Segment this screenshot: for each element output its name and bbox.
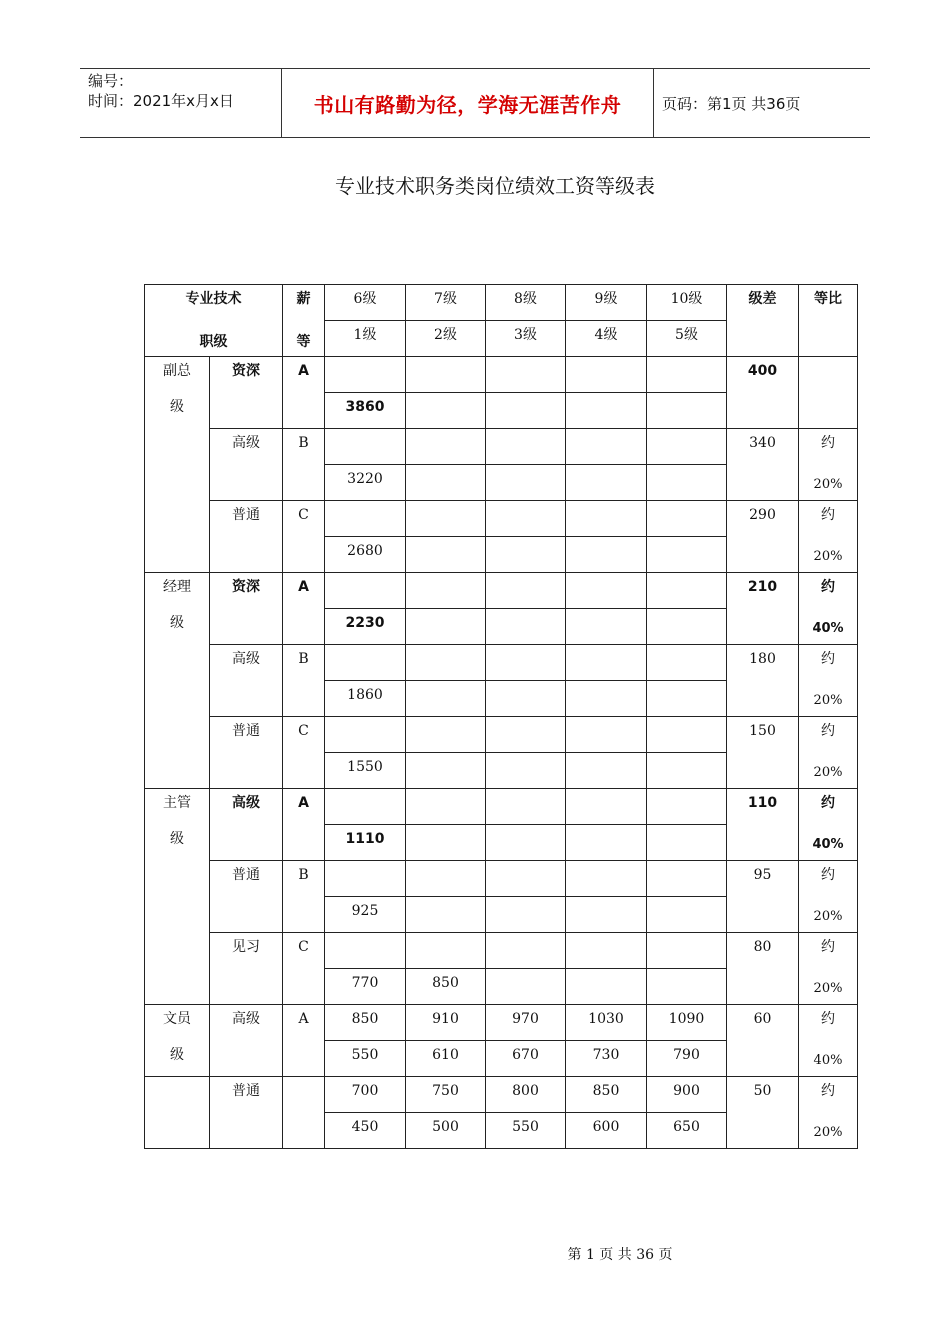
page-header <box>80 68 870 138</box>
value-cell <box>647 393 727 429</box>
grade-cell: B <box>283 645 325 717</box>
value-cell: 670 <box>486 1041 566 1077</box>
value-cell: 1090 <box>647 1005 727 1041</box>
value-cell <box>325 861 406 897</box>
value-cell: 910 <box>406 1005 486 1041</box>
diff-cell: 60 <box>727 1005 799 1077</box>
group-label: 经理 <box>163 579 191 595</box>
header-salary-label: 薪 <box>296 291 311 307</box>
value-cell <box>566 393 647 429</box>
group-cell <box>145 573 210 789</box>
value-cell <box>486 573 566 609</box>
ratio-prefix: 约 <box>821 867 835 883</box>
value-cell <box>406 897 486 933</box>
value-cell: 700 <box>325 1077 406 1113</box>
value-cell <box>406 681 486 717</box>
grade-cell: C <box>283 933 325 1005</box>
table-row <box>145 1005 858 1041</box>
value-cell: 750 <box>406 1077 486 1113</box>
table-row <box>145 789 858 825</box>
header-page-info: 页码：第1页 共36页 <box>662 94 801 113</box>
header-level-cell: 3级 <box>486 321 566 357</box>
value-cell <box>406 609 486 645</box>
ratio-prefix: 约 <box>821 1083 835 1099</box>
value-cell <box>486 897 566 933</box>
group-label: 文员 <box>163 1011 191 1027</box>
grade-cell: A <box>283 789 325 861</box>
value-cell <box>566 501 647 537</box>
salary-grade-table <box>144 284 858 1149</box>
group-label: 主管 <box>163 795 191 811</box>
value-cell <box>486 825 566 861</box>
rank-cell: 高级 <box>210 429 283 501</box>
value-cell: 770 <box>325 969 406 1005</box>
value-cell <box>647 609 727 645</box>
value-cell <box>647 681 727 717</box>
ratio-value: 20% <box>813 1125 843 1140</box>
ratio-prefix: 约 <box>821 1011 835 1027</box>
ratio-value: 20% <box>813 765 843 780</box>
header-rank-label: 专业技术 <box>185 291 242 307</box>
value-cell <box>406 753 486 789</box>
ratio-prefix: 约 <box>821 435 835 451</box>
value-cell <box>325 357 406 393</box>
rank-cell: 资深 <box>210 357 283 429</box>
value-cell: 900 <box>647 1077 727 1113</box>
value-cell: 790 <box>647 1041 727 1077</box>
group-cell <box>145 1005 210 1077</box>
value-cell <box>566 825 647 861</box>
value-cell: 850 <box>406 969 486 1005</box>
group-cell <box>145 357 210 573</box>
value-cell: 450 <box>325 1113 406 1149</box>
value-cell <box>647 825 727 861</box>
value-cell <box>647 717 727 753</box>
value-cell: 500 <box>406 1113 486 1149</box>
ratio-value: 20% <box>813 981 843 996</box>
header-divider <box>653 69 654 137</box>
value-cell <box>566 969 647 1005</box>
value-cell <box>647 861 727 897</box>
value-cell <box>486 789 566 825</box>
ratio-cell <box>799 645 858 717</box>
value-cell <box>486 537 566 573</box>
value-cell: 550 <box>486 1113 566 1149</box>
rank-cell: 普通 <box>210 1077 283 1149</box>
value-cell <box>406 573 486 609</box>
value-cell <box>325 717 406 753</box>
rank-cell: 资深 <box>210 573 283 645</box>
number-label: 编号： <box>88 72 134 90</box>
ratio-cell <box>799 933 858 1005</box>
diff-cell: 210 <box>727 573 799 645</box>
value-cell <box>566 681 647 717</box>
value-cell <box>486 861 566 897</box>
value-cell <box>647 429 727 465</box>
diff-cell: 110 <box>727 789 799 861</box>
header-level-cell: 5级 <box>647 321 727 357</box>
rank-cell: 普通 <box>210 717 283 789</box>
header-level-cell: 7级 <box>406 285 486 321</box>
header-level-cell: 1级 <box>325 321 406 357</box>
value-cell: 1550 <box>325 753 406 789</box>
ratio-value: 20% <box>813 693 843 708</box>
value-cell: 600 <box>566 1113 647 1149</box>
grade-cell <box>283 1077 325 1149</box>
value-cell <box>406 825 486 861</box>
value-cell <box>486 609 566 645</box>
value-cell <box>325 645 406 681</box>
value-cell <box>325 789 406 825</box>
value-cell <box>486 393 566 429</box>
diff-cell: 290 <box>727 501 799 573</box>
table-row <box>145 645 858 681</box>
value-cell <box>566 933 647 969</box>
value-cell: 610 <box>406 1041 486 1077</box>
value-cell <box>406 537 486 573</box>
value-cell: 2230 <box>325 609 406 645</box>
diff-cell: 400 <box>727 357 799 429</box>
value-cell <box>486 753 566 789</box>
header-diff-cell: 级差 <box>727 285 799 357</box>
header-level-cell: 10级 <box>647 285 727 321</box>
value-cell: 850 <box>566 1077 647 1113</box>
group-label: 级 <box>170 399 184 415</box>
value-cell <box>406 717 486 753</box>
grade-cell: C <box>283 501 325 573</box>
rank-cell: 普通 <box>210 501 283 573</box>
table-row <box>145 501 858 537</box>
value-cell <box>486 645 566 681</box>
value-cell <box>647 465 727 501</box>
diff-cell: 80 <box>727 933 799 1005</box>
group-label: 级 <box>170 1047 184 1063</box>
ratio-cell <box>799 717 858 789</box>
value-cell <box>406 789 486 825</box>
value-cell <box>647 753 727 789</box>
header-meta <box>80 69 280 137</box>
value-cell <box>486 357 566 393</box>
value-cell: 550 <box>325 1041 406 1077</box>
value-cell <box>406 501 486 537</box>
value-cell: 650 <box>647 1113 727 1149</box>
table-row <box>145 933 858 969</box>
rank-cell: 高级 <box>210 645 283 717</box>
header-level-cell: 6级 <box>325 285 406 321</box>
value-cell <box>566 573 647 609</box>
group-cell <box>145 1077 210 1149</box>
group-label: 副总 <box>163 363 191 379</box>
value-cell <box>406 465 486 501</box>
grade-cell: C <box>283 717 325 789</box>
diff-cell: 150 <box>727 717 799 789</box>
table-body <box>145 285 858 1149</box>
value-cell <box>566 789 647 825</box>
table-row <box>145 429 858 465</box>
value-cell <box>566 609 647 645</box>
value-cell <box>486 465 566 501</box>
value-cell <box>486 681 566 717</box>
ratio-prefix: 约 <box>821 579 835 595</box>
table-row <box>145 1077 858 1113</box>
header-rank-label: 职级 <box>199 334 228 350</box>
document-title: 专业技术职务类岗位绩效工资等级表 <box>335 174 655 198</box>
value-cell <box>647 933 727 969</box>
rank-cell: 普通 <box>210 861 283 933</box>
value-cell <box>566 753 647 789</box>
ratio-value: 20% <box>813 909 843 924</box>
value-cell <box>647 501 727 537</box>
header-rank-cell <box>145 285 283 357</box>
ratio-value: 20% <box>813 477 843 492</box>
ratio-cell <box>799 357 858 429</box>
ratio-prefix: 约 <box>821 651 835 667</box>
grade-cell: B <box>283 429 325 501</box>
table-row <box>145 717 858 753</box>
ratio-cell <box>799 1077 858 1149</box>
header-salary-label: 等 <box>296 334 311 350</box>
group-label: 级 <box>170 615 184 631</box>
ratio-cell <box>799 501 858 573</box>
ratio-value: 40% <box>813 1053 843 1068</box>
value-cell: 925 <box>325 897 406 933</box>
value-cell <box>406 357 486 393</box>
header-level-cell: 9级 <box>566 285 647 321</box>
rank-cell: 高级 <box>210 789 283 861</box>
value-cell <box>647 537 727 573</box>
header-level-cell: 8级 <box>486 285 566 321</box>
ratio-prefix: 约 <box>821 939 835 955</box>
ratio-prefix: 约 <box>821 723 835 739</box>
value-cell <box>566 861 647 897</box>
ratio-prefix: 约 <box>821 795 835 811</box>
grade-cell: B <box>283 861 325 933</box>
ratio-cell <box>799 789 858 861</box>
table-row <box>145 861 858 897</box>
diff-cell: 50 <box>727 1077 799 1149</box>
value-cell <box>406 933 486 969</box>
ratio-cell <box>799 861 858 933</box>
value-cell <box>647 897 727 933</box>
ratio-cell <box>799 573 858 645</box>
value-cell <box>566 717 647 753</box>
value-cell <box>325 573 406 609</box>
grade-cell: A <box>283 573 325 645</box>
group-cell <box>145 789 210 1005</box>
value-cell <box>566 357 647 393</box>
diff-cell: 95 <box>727 861 799 933</box>
ratio-cell <box>799 429 858 501</box>
value-cell: 970 <box>486 1005 566 1041</box>
group-label: 级 <box>170 831 184 847</box>
table-header-row <box>145 285 858 321</box>
value-cell: 850 <box>325 1005 406 1041</box>
value-cell <box>486 717 566 753</box>
table-row <box>145 573 858 609</box>
value-cell: 800 <box>486 1077 566 1113</box>
value-cell: 1030 <box>566 1005 647 1041</box>
value-cell <box>325 933 406 969</box>
value-cell <box>566 465 647 501</box>
page-footer: 第 1 页 共 36 页 <box>567 1247 673 1263</box>
value-cell: 2680 <box>325 537 406 573</box>
rank-cell: 高级 <box>210 1005 283 1077</box>
value-cell <box>406 645 486 681</box>
rank-cell: 见习 <box>210 933 283 1005</box>
value-cell <box>406 429 486 465</box>
value-cell <box>486 501 566 537</box>
grade-cell: A <box>283 357 325 429</box>
value-cell <box>566 645 647 681</box>
diff-cell: 180 <box>727 645 799 717</box>
value-cell: 730 <box>566 1041 647 1077</box>
table-row <box>145 357 858 393</box>
value-cell <box>325 429 406 465</box>
diff-cell: 340 <box>727 429 799 501</box>
value-cell <box>406 393 486 429</box>
value-cell: 3220 <box>325 465 406 501</box>
value-cell <box>486 933 566 969</box>
value-cell: 3860 <box>325 393 406 429</box>
time-label: 时间：2021年x月x日 <box>88 92 234 110</box>
ratio-value: 40% <box>812 621 844 636</box>
value-cell <box>647 789 727 825</box>
grade-cell: A <box>283 1005 325 1077</box>
ratio-prefix: 约 <box>821 507 835 523</box>
value-cell <box>647 969 727 1005</box>
header-level-cell: 4级 <box>566 321 647 357</box>
value-cell <box>486 429 566 465</box>
value-cell: 1860 <box>325 681 406 717</box>
ratio-cell <box>799 1005 858 1077</box>
value-cell <box>647 645 727 681</box>
header-slogan: 书山有路勤为径，学海无涯苦作舟 <box>313 92 622 117</box>
value-cell <box>566 897 647 933</box>
value-cell <box>647 573 727 609</box>
value-cell <box>566 429 647 465</box>
header-salary-cell <box>283 285 325 357</box>
value-cell <box>647 357 727 393</box>
value-cell: 1110 <box>325 825 406 861</box>
value-cell <box>406 861 486 897</box>
ratio-value: 20% <box>813 549 843 564</box>
value-cell <box>325 501 406 537</box>
value-cell <box>566 537 647 573</box>
ratio-value: 40% <box>812 837 844 852</box>
value-cell <box>486 969 566 1005</box>
header-ratio-cell: 等比 <box>799 285 858 357</box>
header-level-cell: 2级 <box>406 321 486 357</box>
